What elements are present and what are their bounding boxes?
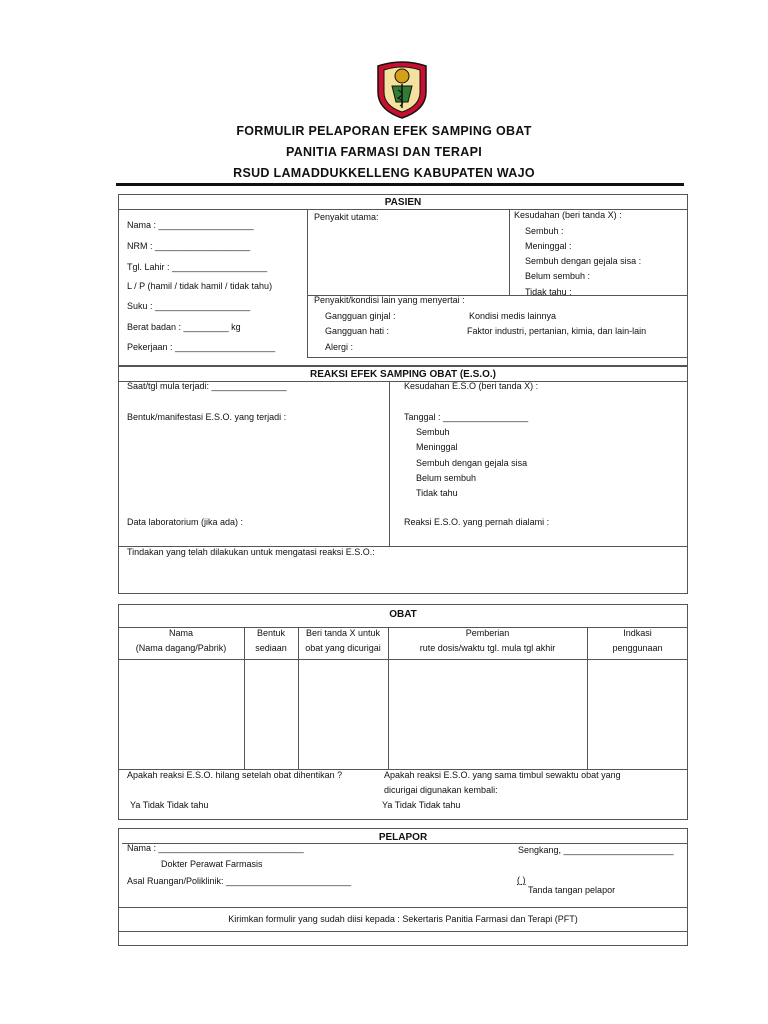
submission-note: Kirimkan formulir yang sudah diisi kepada : Sekertaris Panitia Farmasi dan Terapi (PFT) — [228, 914, 578, 924]
signature-label: Tanda tangan pelapor — [528, 885, 616, 895]
col-pemberian-subheader: rute dosis/waktu tgl. mula tgl akhir — [419, 643, 556, 653]
berat-field[interactable]: Berat badan : _________ kg — [127, 322, 241, 332]
committee-title: PANITIA FARMASI DAN TERAPI — [286, 145, 482, 159]
pelapor-heading: PELAPOR — [378, 832, 428, 843]
kesudahan-eso-option[interactable]: Sembuh — [416, 427, 450, 437]
question-timbul-cont: dicurigai digunakan kembali: — [384, 785, 498, 795]
col-tanda-subheader: obat yang dicurigai — [305, 643, 381, 653]
sengkang-date-field[interactable]: Sengkang, ______________________ — [518, 845, 674, 855]
reaksi-section — [118, 366, 688, 594]
question-timbul: Apakah reaksi E.S.O. yang sama timbul sewaktu obat yang — [384, 770, 621, 780]
data-lab-field[interactable]: Data laboratorium (jika ada) : — [127, 517, 244, 527]
saat-terjadi-field[interactable]: Saat/tgl mula terjadi: _______________ — [127, 381, 287, 391]
suku-field[interactable]: Suku : ___________________ — [127, 301, 251, 311]
form-title: FORMULIR PELAPORAN EFEK SAMPING OBAT — [236, 124, 532, 138]
col-bentuk-header: Bentuk — [256, 628, 286, 638]
kesudahan-option[interactable]: Sembuh : — [525, 226, 564, 236]
alergi-option[interactable]: Alergi : — [325, 342, 354, 352]
nrm-field[interactable]: NRM : ___________________ — [127, 241, 251, 251]
bentuk-manifestasi-field[interactable]: Bentuk/manifestasi E.S.O. yang terjadi : — [127, 412, 287, 422]
gender-field[interactable]: L / P (hamil / tidak hamil / tidak tahu) — [127, 281, 273, 291]
reaksi-heading: REAKSI EFEK SAMPING OBAT (E.S.O.) — [310, 369, 496, 380]
col-bentuk-subheader: sediaan — [255, 643, 287, 653]
obat-table-body[interactable] — [119, 660, 687, 768]
pelapor-nama-field[interactable]: Nama : _____________________________ — [127, 843, 304, 853]
hospital-logo — [372, 58, 432, 120]
gangguan-ginjal-option[interactable]: Gangguan ginjal : — [325, 311, 396, 321]
gangguan-hati-option[interactable]: Gangguan hati : — [325, 326, 390, 336]
tindakan-field[interactable]: Tindakan yang telah dilakukan untuk mengatasi reaksi E.S.O.: — [127, 547, 375, 557]
tgl-lahir-field[interactable]: Tgl. Lahir : ___________________ — [127, 262, 268, 272]
col-tanda-header: Beri tanda X untuk — [305, 628, 381, 638]
nama-field[interactable]: Nama : ___________________ — [127, 220, 254, 230]
col-nama-subheader: (Nama dagang/Pabrik) — [135, 643, 227, 653]
penyakit-utama-label: Penyakit utama: — [314, 212, 379, 222]
kesudahan-option[interactable]: Belum sembuh : — [525, 271, 591, 281]
obat-heading: OBAT — [389, 609, 417, 620]
col-nama-header: Nama — [168, 628, 193, 638]
pekerjaan-field[interactable]: Pekerjaan : ____________________ — [127, 342, 276, 352]
kesudahan-option[interactable]: Tidak tahu : — [525, 287, 572, 297]
pasien-heading: PASIEN — [384, 197, 422, 208]
kesudahan-eso-option[interactable]: Meninggal — [416, 442, 458, 452]
hospital-title: RSUD LAMADDUKKELLENG KABUPATEN WAJO — [233, 166, 535, 180]
answer-options-hilang[interactable]: Ya Tidak Tidak tahu — [130, 800, 209, 810]
kesudahan-pasien-label: Kesudahan (beri tanda X) : — [514, 210, 622, 220]
profesi-options[interactable]: Dokter Perawat Farmasis — [161, 859, 263, 869]
col-pemberian-header: Pemberian — [465, 628, 510, 638]
asal-ruangan-field[interactable]: Asal Ruangan/Poliklinik: _________________________ — [127, 876, 352, 886]
faktor-option[interactable]: Faktor industri, pertanian, kimia, dan lain-lain — [467, 326, 647, 336]
kesudahan-option[interactable]: Sembuh dengan gejala sisa : — [525, 256, 642, 266]
header-rule — [116, 183, 684, 186]
reaksi-pernah-field[interactable]: Reaksi E.S.O. yang pernah dialami : — [404, 517, 550, 527]
kesudahan-eso-option[interactable]: Sembuh dengan gejala sisa — [416, 458, 528, 468]
tanggal-field[interactable]: Tanggal : _________________ — [404, 412, 529, 422]
kesudahan-eso-option[interactable]: Belum sembuh — [416, 473, 477, 483]
signature-line[interactable]: ( ) — [517, 875, 526, 885]
kesudahan-eso-option[interactable]: Tidak tahu — [416, 488, 458, 498]
col-indikasi-header: Indkasi — [623, 628, 652, 638]
kesudahan-option[interactable]: Meninggal : — [525, 241, 572, 251]
question-hilang: Apakah reaksi E.S.O. hilang setelah obat dihentikan ? — [127, 770, 343, 780]
answer-options-timbul[interactable]: Ya Tidak Tidak tahu — [382, 800, 461, 810]
penyerta-label: Penyakit/kondisi lain yang menyertai : — [314, 295, 465, 305]
kesudahan-eso-label: Kesudahan E.S.O (beri tanda X) : — [404, 381, 539, 391]
kondisi-medis-option[interactable]: Kondisi medis lainnya — [469, 311, 557, 321]
col-indikasi-subheader: penggunaan — [612, 643, 663, 653]
